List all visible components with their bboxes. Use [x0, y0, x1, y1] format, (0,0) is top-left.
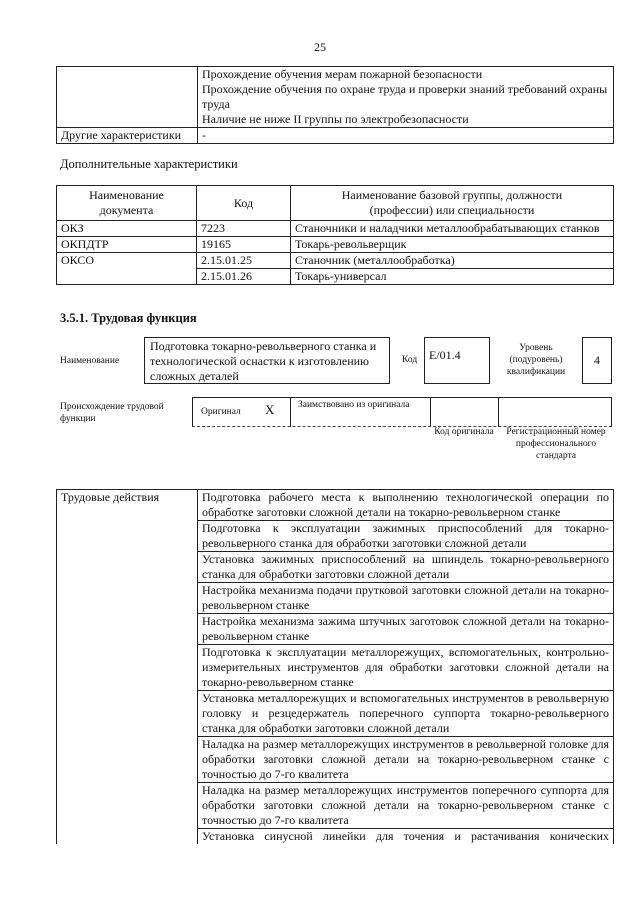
row-code: 7223 [197, 221, 291, 237]
row-doc: ОКПДТР [57, 237, 197, 253]
labor-action-item: Настройка механизма подачи прутковой заготовки сложной детали на токарно-револьверном станке [198, 583, 614, 614]
labor-action-item: Установка металлорежущих и вспомогательных инструментов в револьверную головку и резцедержатель поперечного суппорта токарно-револьверного станка для обработки заготовки сложной детали [198, 691, 614, 737]
requirement-line: Прохождение обучения по охране труда и проверки знаний требований охраны труда [202, 82, 608, 111]
labor-action-item: Подготовка к эксплуатации зажимных приспособлений для токарно-револьверного станка для обработки заготовки сложной детали [198, 521, 614, 552]
row-doc [57, 269, 197, 285]
other-characteristics-label: Другие характеристики [57, 128, 198, 144]
header-name: Наименование базовой группы, должности (профессии) или специальности [291, 186, 614, 221]
row-code: 2.15.01.26 [197, 269, 291, 285]
original-mark: X [265, 402, 275, 417]
code-label: Код [402, 355, 418, 365]
requirement-line: Наличие не ниже II группы по электробезопасности [202, 112, 469, 126]
row-code: 2.15.01.25 [197, 253, 291, 269]
labor-action-item: Подготовка к эксплуатации металлорежущих, вспомогательных, контрольно-измерительных инструментов для обработки заготовки сложной детали на токарно-револьверном станке [198, 645, 614, 691]
row-doc: ОКЗ [57, 221, 197, 237]
labor-actions-table [56, 489, 614, 844]
labor-action-item: Подготовка рабочего места к выполнению технологической операции по обработке заготовки сложной детали на токарно-револьверном станке [198, 490, 614, 521]
code-original-label: Код оригинала [434, 427, 494, 437]
page-number: 25 [314, 40, 326, 54]
requirement-line: Прохождение обучения мерам пожарной безопасности [202, 67, 483, 81]
function-code: E/01.4 [429, 348, 461, 362]
additional-characteristics-heading: Дополнительные характеристики [60, 157, 238, 171]
header-code: Код [197, 186, 291, 221]
labor-actions-label: Трудовые действия [57, 490, 198, 845]
labor-action-item: Наладка на размер металлорежущих инструментов поперечного суппорта для обработки заготовки сложной детали на токарно-револьверном станке с точностью до 7-го квалитета [198, 783, 614, 829]
labor-action-item: Настройка механизма зажима штучных заготовок сложной детали на токарно-револьверном станке [198, 614, 614, 645]
level-value: 4 [594, 353, 600, 367]
labor-action-item: Установка зажимных приспособлений на шпиндель токарно-револьверного станка для обработки заготовки сложной детали [198, 552, 614, 583]
row-name: Токарь-револьверщик [291, 237, 614, 253]
function-name: Подготовка токарно-револьверного станка и технологической оснастки к изготовлению сложных деталей [150, 339, 377, 383]
name-label: Наименование [60, 356, 120, 366]
reg-number-label: Регистрационный номер профессионального стандарта [506, 427, 606, 461]
section-title: 3.5.1. Трудовая функция [60, 311, 197, 325]
header-document: Наименование документа [57, 186, 197, 221]
function-name-box [144, 337, 390, 384]
labor-action-item: Наладка на размер металлорежущих инструментов в револьверной головке для обработки заготовки сложной детали на токарно-револьверном станке с точностью до 7-го квалитета [198, 737, 614, 783]
row-name: Станочник (металлообработка) [291, 253, 614, 269]
origin-label: Происхождение трудовой функции [60, 402, 164, 424]
top-requirements-table [56, 66, 614, 144]
original-label: Оригинал [201, 407, 241, 417]
labor-action-item: Установка синусной линейки для точения и растачивания конических [198, 829, 614, 845]
other-characteristics-value: - [198, 128, 614, 144]
row-code: 19165 [197, 237, 291, 253]
row-name: Станочники и наладчики металлообрабатывающих станков [291, 221, 614, 237]
level-box [582, 337, 612, 384]
additional-characteristics-table [56, 185, 614, 285]
level-label: Уровень (подуровень) квалификации [506, 343, 566, 377]
borrowed-label: Заимствовано из оригинала [298, 400, 410, 410]
row-name: Токарь-универсал [291, 269, 614, 285]
row-doc: ОКСО [57, 253, 197, 269]
function-code-box [424, 337, 490, 384]
